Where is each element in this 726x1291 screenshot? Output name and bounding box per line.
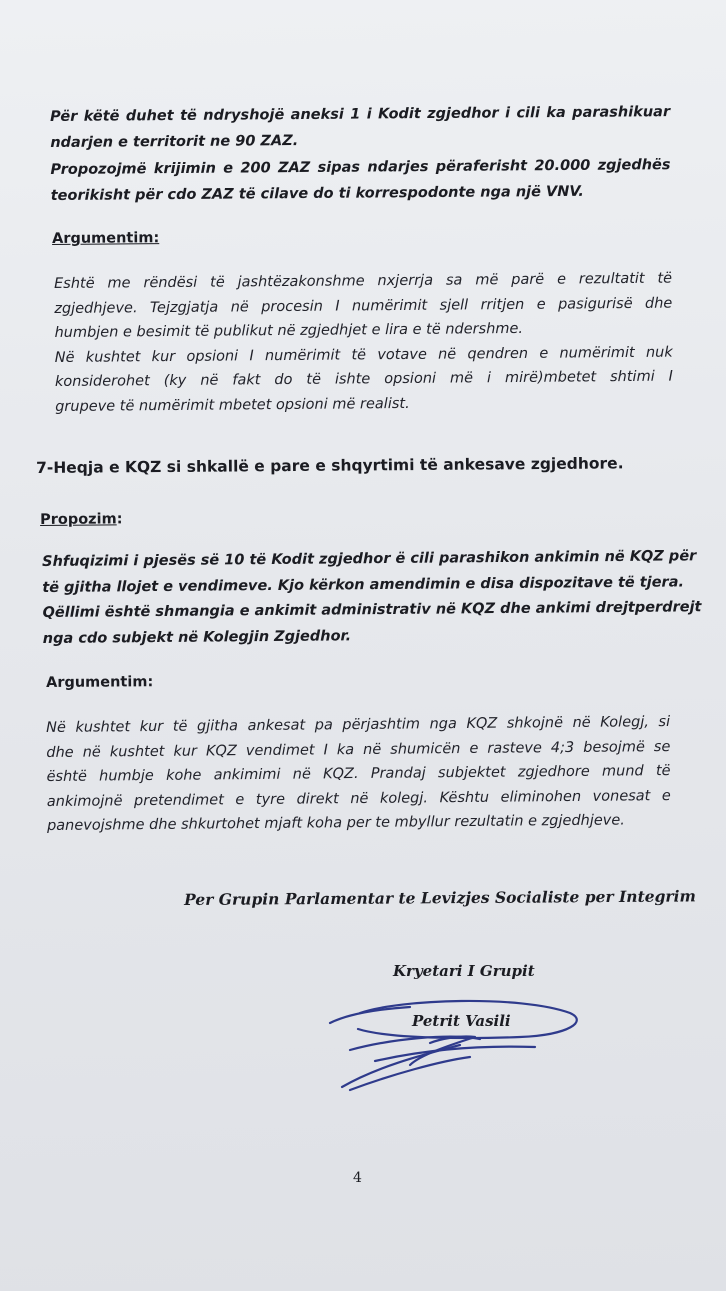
argumentim-2-line: panevojshme dhe shkurtohet mjaft koha per te mbyllur rezultatin e zgjedhjeve.: [46, 812, 625, 834]
propozim-colon: :: [116, 511, 123, 528]
propozim-line: nga cdo subjekt në Kolegjin Zgjedhor.: [42, 627, 352, 647]
propozim-heading-wrap: [40, 511, 123, 528]
argumentim-2-line: Në kushtet kur të gjitha ankesat pa përjashtim nga KQZ shkojnë në Kolegj, si: [46, 714, 671, 736]
propozim-paragraph: [42, 544, 702, 652]
intro-paragraph: [50, 99, 671, 209]
page-number: 4: [353, 1170, 362, 1186]
argumentim-line: zgjedhjeve. Tejzgjatja në procesin I numërimit sjell rritjen e pasigurisë dhe: [54, 295, 673, 317]
signatory-role: Kryetari I Grupit: [393, 962, 535, 980]
section-7-title: 7-Heqja e KQZ si shkallë e pare e shqyrtimi të ankesave zgjedhore.: [36, 454, 624, 477]
argumentim-2-line: ankimojnë pretendimet e tyre direkt në kolegj. Kështu eliminohen vonesat e: [46, 787, 671, 810]
argumentim-2-line: është humbje kohe ankimimi në KQZ. Prandaj subjektet zgjedhore mund të: [46, 763, 671, 785]
propozim-line: të gjitha llojet e vendimeve. Kjo kërkon amendimin e disa dispozitave të tjera.: [42, 573, 685, 596]
argumentim-heading: Argumentim:: [52, 230, 160, 247]
propozim-line: Qëllimi është shmangia e ankimit administrativ në KQZ dhe ankimi drejtperdrejt: [42, 599, 702, 621]
intro-line: Propozojmë krijimin e 200 ZAZ sipas ndarjes përaferisht 20.000 zgjedhës: [50, 157, 671, 178]
intro-line: ndarjen e territorit ne 90 ZAZ.: [50, 133, 299, 151]
argumentim-line: Në kushtet kur opsioni I numërimit të votave në qendren e numërimit nuk: [54, 344, 673, 366]
signatory-name: Petrit Vasili: [412, 1012, 511, 1030]
propozim-heading: Propozim: [40, 511, 117, 528]
intro-line: Për këtë duhet të ndryshojë aneksi 1 i Kodit zgjedhor i cili ka parashikuar: [50, 104, 671, 125]
propozim-line: Shfuqizimi i pjesës së 10 të Kodit zgjedhor ë cili parashikon ankimin në KQZ për: [42, 548, 697, 570]
intro-line: teorikisht për cdo ZAZ të cilave do ti korrespodonte nga një VNV.: [50, 183, 584, 204]
argumentim-line: grupeve të numërimit mbetet opsioni më realist.: [55, 395, 410, 415]
argumentim-paragraph: [54, 267, 673, 419]
argumentim-line: humbjen e besimit të publikut në zgjedhjet e lira e të ndershme.: [54, 320, 524, 341]
argumentim-line: konsiderohet (ky në fakt do të ishte opsioni më i mirë)mbetet shtimi I: [54, 368, 674, 390]
argumentim-2-line: dhe në kushtet kur KQZ vendimet I ka në shumicën e rasteve 4;3 besojmë se: [46, 738, 671, 761]
argumentim-2-heading: Argumentim:: [46, 674, 154, 691]
argumentim-2-paragraph: [46, 710, 671, 838]
argumentim-line: Eshtë me rëndësi të jashtëzakonshme nxjerrja sa më parë e rezultatit të: [54, 270, 673, 292]
group-signature-line: Per Grupin Parlamentar te Levizjes Socialiste per Integrim: [184, 886, 696, 909]
